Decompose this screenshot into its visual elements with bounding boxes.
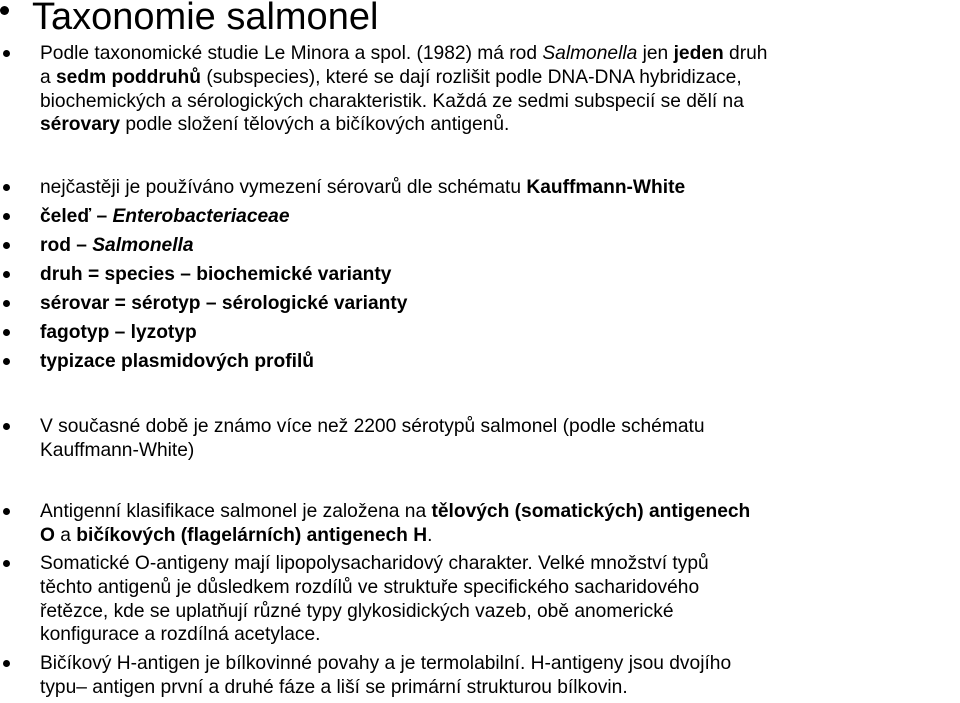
paragraph-kauffmann — [40, 176, 950, 200]
bullet-icon — [3, 508, 10, 515]
text-line: Somatické O-antigeny mají lipopolysacharidový charakter. Velké množství typů — [40, 553, 709, 574]
paragraph-serotype-count — [40, 415, 950, 463]
text-run: Antigenní klasifikace salmonel je založena na — [40, 501, 432, 522]
emphasis: tělových (somatických) antigenech — [431, 501, 751, 522]
list-item-serovar — [40, 292, 950, 316]
text-line: biochemických a sérologických charakteristik. Každá ze sedmi subspecií se dělí na — [40, 90, 744, 112]
family-name: Enterobacteriaceae — [112, 206, 290, 227]
paragraph-o-antigens — [40, 552, 950, 647]
text-run: druh — [723, 43, 768, 64]
bullet-icon — [3, 50, 10, 57]
text-run: Podle taxonomické studie Le Minora a spol. (1982) má rod — [40, 43, 543, 64]
text-run: nejčastěji je používáno vymezení sérovarů dle schématu — [40, 177, 527, 198]
genus-name: Salmonella — [92, 235, 194, 256]
bullet-icon — [3, 184, 10, 191]
text-run: čeleď – — [40, 206, 113, 227]
bullet-icon — [3, 300, 10, 307]
list-item-family — [40, 205, 950, 229]
text-line: typu– antigen první a druhé fáze a liší se primární strukturou bílkovin. — [40, 676, 628, 698]
text-line: Kauffmann-White) — [40, 439, 195, 461]
paragraph-taxonomy — [40, 42, 950, 137]
text-run: a — [40, 66, 57, 88]
text-line: fagotyp – lyzotyp — [40, 322, 197, 343]
bullet-icon — [3, 329, 10, 336]
emphasis: sérovary — [40, 114, 121, 136]
slide-title: Taxonomie salmonel — [32, 0, 379, 38]
emphasis: O — [40, 524, 55, 546]
text-run: rod – — [40, 235, 93, 256]
list-item-phagotype — [40, 321, 950, 345]
bullet-icon — [3, 271, 10, 278]
bullet-icon — [0, 6, 9, 15]
bullet-icon — [3, 423, 10, 430]
bullet-icon — [3, 242, 10, 249]
text-run: . — [427, 524, 433, 546]
emphasis: sedm poddruhů — [56, 66, 201, 88]
text-line: konfigurace a rozdílná acetylace. — [40, 624, 321, 646]
text-line: řetězce, kde se uplatňují různé typy glykosidických vazeb, obě anomerické — [40, 600, 674, 622]
text-line: druh = species – biochemické varianty — [40, 264, 392, 285]
bullet-icon — [3, 358, 10, 365]
emphasis: bičíkových (flagelárních) antigenech H — [76, 524, 428, 546]
bullet-icon — [3, 213, 10, 220]
text-line: těchto antigenů je důsledkem rozdílů ve struktuře specifického sacharidového — [40, 576, 700, 598]
genus-name: Salmonella — [542, 43, 638, 64]
emphasis: jeden — [673, 43, 724, 64]
list-item-genus — [40, 234, 950, 258]
bullet-icon — [3, 560, 10, 567]
list-item-plasmid — [40, 350, 950, 374]
paragraph-antigen-classification — [40, 500, 950, 548]
text-run: jen — [637, 43, 674, 64]
list-item-species — [40, 263, 950, 287]
bullet-icon — [3, 660, 10, 667]
paragraph-h-antigens — [40, 652, 950, 700]
text-run: (subspecies), které se dají rozlišit podle DNA-DNA hybridizace, — [200, 66, 742, 88]
text-line: sérovar = sérotyp – sérologické varianty — [40, 293, 408, 314]
text-line: Bičíkový H-antigen je bílkovinné povahy a je termolabilní. H-antigeny jsou dvojího — [40, 653, 732, 674]
text-line: typizace plasmidových profilů — [40, 351, 315, 372]
text-run: a — [54, 524, 77, 546]
emphasis: Kauffmann-White — [526, 177, 686, 198]
text-line: V současné době je známo více než 2200 sérotypů salmonel (podle schématu — [40, 416, 705, 437]
text-run: podle složení tělových a bičíkových antigenů. — [120, 114, 510, 136]
